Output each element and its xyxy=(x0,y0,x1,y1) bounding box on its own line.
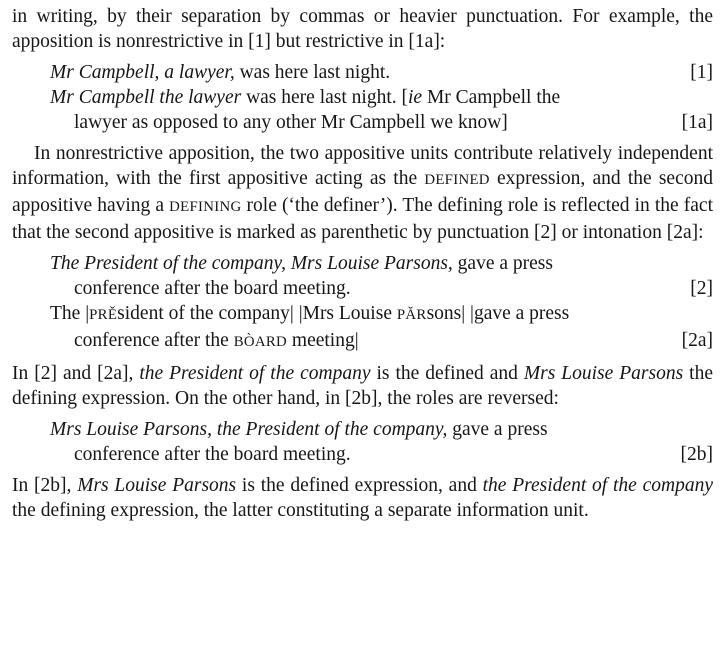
example-line: Mr Campbell, a lawyer, was here last night. [1] xyxy=(50,62,713,83)
paragraph-1: in writing, by their separation by commas or heavier punctuation. For example, the apposition is nonrestrictive in [1] but restrictive in [1a]: xyxy=(12,6,713,52)
example-block-3 xyxy=(12,417,713,467)
example-line: The President of the company, Mrs Louise Parsons, gave a press xyxy=(50,253,553,274)
example-line: conference after the board meeting. [2] xyxy=(74,278,713,299)
example-number: [1a] xyxy=(681,112,713,133)
example-block-2 xyxy=(12,251,713,355)
small-caps-term: DEFINED xyxy=(424,172,490,188)
example-line: Mrs Louise Parsons, the President of the company, gave a press xyxy=(50,419,548,440)
paragraph-3: In [2] and [2a], the President of the company is the defined and Mrs Louise Parsons the defining expression. On the other hand, in [2b], the roles are reversed: xyxy=(12,363,714,409)
example-line: Mr Campbell the lawyer was here last night. [ie Mr Campbell the xyxy=(50,87,561,108)
example-number: [2b] xyxy=(680,444,713,465)
example-number: [2a] xyxy=(681,330,713,351)
paragraph-4: In [2b], Mrs Louise Parsons is the defined expression, and the President of the company the defining expression, the latter constituting a separate information unit. xyxy=(12,475,714,521)
example-line: The |PRĚsident of the company| |Mrs Louise PĂRsons| |gave a press xyxy=(50,303,570,324)
example-block-1 xyxy=(12,60,713,135)
example-line: conference after the BÒARD meeting| [2a] xyxy=(74,330,713,351)
example-line: lawyer as opposed to any other Mr Campbell we know] [1a] xyxy=(74,112,713,133)
paragraph-2: In nonrestrictive apposition, the two appositive units contribute relatively independent information, with the first appositive acting as the DEFINED expression, and the second appositive having a DEFINING role (‘the definer’). The defining role is reflected in the fact that the second appositive is marked as parenthetic by punctuation [2] or intonation [2a]: xyxy=(12,143,713,243)
example-number: [1] xyxy=(690,62,713,83)
example-line: conference after the board meeting. [2b] xyxy=(74,444,713,465)
small-caps-term: DEFINING xyxy=(169,199,242,215)
example-number: [2] xyxy=(690,278,713,299)
